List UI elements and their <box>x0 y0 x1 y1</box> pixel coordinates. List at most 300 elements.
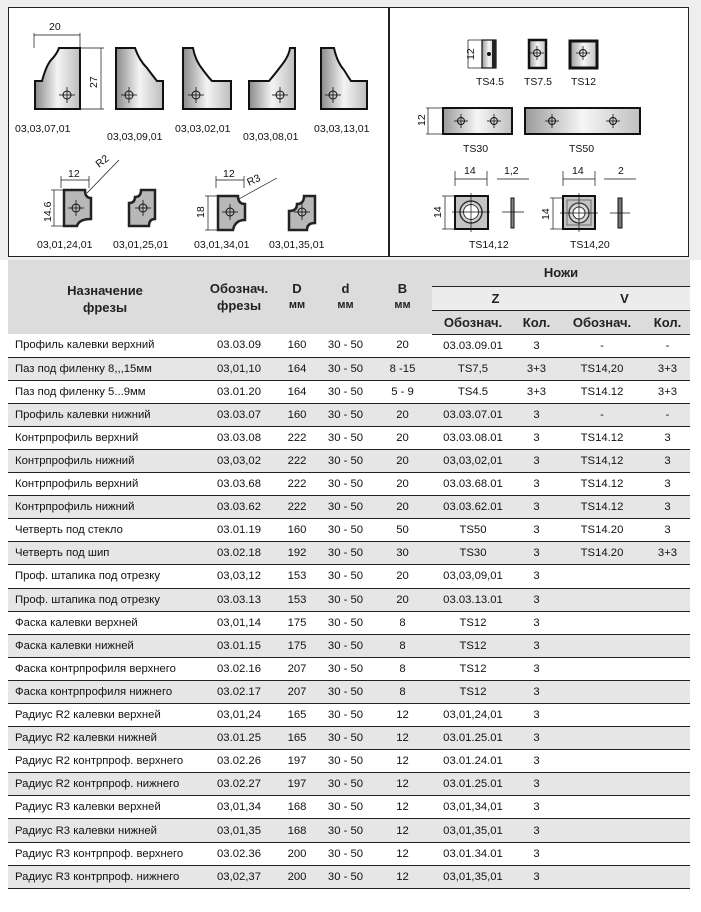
cell-v-code <box>559 842 645 865</box>
cell-d: 30 - 50 <box>318 519 373 542</box>
cell-z-code: 03,01,35,01 <box>432 865 514 888</box>
knife-03-01-25-01-icon <box>129 190 155 226</box>
cell-code: 03.01.15 <box>202 634 276 657</box>
cell-v-code: TS14.12 <box>559 496 645 519</box>
header-v-code: Обознач. <box>559 310 645 334</box>
cell-v-qty <box>645 865 690 888</box>
svg-text:14: 14 <box>572 165 584 177</box>
header-purpose: Назначение фрезы <box>8 260 202 334</box>
knife-ts14-20-icon <box>540 165 636 232</box>
cell-v-qty: 3+3 <box>645 357 690 380</box>
svg-text:12: 12 <box>68 168 80 180</box>
cell-purpose: Контрпрофиль верхний <box>8 426 202 449</box>
cell-purpose: Радиус R3 контрпроф. нижнего <box>8 865 202 888</box>
cell-z-qty: 3 <box>514 473 559 496</box>
cell-B: 30 <box>373 542 432 565</box>
cell-D: 160 <box>276 403 318 426</box>
cell-v-qty: - <box>645 334 690 357</box>
cell-D: 175 <box>276 611 318 634</box>
header-v-qty: Кол. <box>645 310 690 334</box>
cell-d: 30 - 50 <box>318 426 373 449</box>
cell-z-qty: 3 <box>514 680 559 703</box>
cell-code: 03,03,02 <box>202 449 276 472</box>
cell-B: 8 <box>373 680 432 703</box>
header-code: Обознач. фрезы <box>202 260 276 334</box>
knife-ts30-icon <box>416 108 512 134</box>
svg-text:12: 12 <box>416 114 428 126</box>
cell-v-qty <box>645 727 690 750</box>
table-body <box>8 334 690 888</box>
cell-v-code: TS14.12 <box>559 473 645 496</box>
cell-v-code <box>559 680 645 703</box>
cell-purpose: Четверть под шип <box>8 542 202 565</box>
cell-d: 30 - 50 <box>318 773 373 796</box>
cell-D: 192 <box>276 542 318 565</box>
cell-purpose: Контрпрофиль нижний <box>8 449 202 472</box>
cell-code: 03.01.19 <box>202 519 276 542</box>
cell-v-code: TS14,12 <box>559 449 645 472</box>
cell-d: 30 - 50 <box>318 796 373 819</box>
cell-code: 03,01,35 <box>202 819 276 842</box>
table-row <box>8 842 690 865</box>
cell-code: 03.02.36 <box>202 842 276 865</box>
cell-v-qty <box>645 704 690 727</box>
cell-z-qty: 3 <box>514 426 559 449</box>
table-row <box>8 727 690 750</box>
cell-B: 12 <box>373 727 432 750</box>
cell-v-code <box>559 657 645 680</box>
svg-text:TS7.5: TS7.5 <box>524 76 553 88</box>
cell-z-code: 03.03.08.01 <box>432 426 514 449</box>
cell-B: 12 <box>373 819 432 842</box>
cell-code: 03.02.27 <box>202 773 276 796</box>
cell-B: 8 <box>373 634 432 657</box>
table-row <box>8 657 690 680</box>
cell-d: 30 - 50 <box>318 750 373 773</box>
cell-D: 175 <box>276 634 318 657</box>
cell-v-qty: 3 <box>645 496 690 519</box>
knife-03-01-35-01-icon <box>289 196 315 230</box>
knife-03-03-07-01-icon <box>34 21 104 109</box>
cell-v-qty <box>645 588 690 611</box>
cell-v-code <box>559 704 645 727</box>
cell-z-qty: 3 <box>514 796 559 819</box>
cell-v-code <box>559 865 645 888</box>
cell-z-qty: 3 <box>514 773 559 796</box>
cell-v-qty <box>645 680 690 703</box>
straight-knives-diagram <box>389 7 689 257</box>
cell-purpose: Радиус R3 контрпроф. верхнего <box>8 842 202 865</box>
header-d: d мм <box>318 260 373 334</box>
cell-code: 03.02.17 <box>202 680 276 703</box>
cell-purpose: Контрпрофиль верхний <box>8 473 202 496</box>
cell-D: 200 <box>276 865 318 888</box>
svg-text:03,03,08,01: 03,03,08,01 <box>243 131 299 143</box>
cell-z-qty: 3 <box>514 750 559 773</box>
cell-z-qty: 3 <box>514 611 559 634</box>
cell-D: 164 <box>276 380 318 403</box>
cell-D: 197 <box>276 773 318 796</box>
cell-B: 20 <box>373 449 432 472</box>
cell-z-code: TS30 <box>432 542 514 565</box>
cell-z-code: TS12 <box>432 657 514 680</box>
cell-d: 30 - 50 <box>318 865 373 888</box>
cell-v-code <box>559 588 645 611</box>
svg-text:1,2: 1,2 <box>504 165 519 177</box>
cell-purpose: Паз под филенку 5...9мм <box>8 380 202 403</box>
table-header <box>8 260 690 334</box>
svg-text:03,01,25,01: 03,01,25,01 <box>113 239 169 251</box>
cell-D: 165 <box>276 727 318 750</box>
cell-z-qty: 3 <box>514 449 559 472</box>
cell-v-code: TS14,20 <box>559 357 645 380</box>
cell-z-qty: 3 <box>514 727 559 750</box>
cell-v-code <box>559 634 645 657</box>
cell-B: 20 <box>373 334 432 357</box>
cell-z-code: 03.01.34.01 <box>432 842 514 865</box>
cell-purpose: Радиус R2 контрпроф. верхнего <box>8 750 202 773</box>
table-row <box>8 634 690 657</box>
knife-ts4-5-icon <box>465 40 496 68</box>
cell-purpose: Радиус R3 калевки верхней <box>8 796 202 819</box>
cell-d: 30 - 50 <box>318 634 373 657</box>
cell-purpose: Радиус R2 калевки нижней <box>8 727 202 750</box>
cell-purpose: Контрпрофиль нижний <box>8 496 202 519</box>
svg-text:TS12: TS12 <box>571 76 597 88</box>
cell-z-qty: 3 <box>514 634 559 657</box>
cell-purpose: Паз под филенку 8,,,15мм <box>8 357 202 380</box>
cell-code: 03.03.08 <box>202 426 276 449</box>
knife-ts50-icon <box>525 108 640 134</box>
cell-purpose: Радиус R2 контрпроф. нижнего <box>8 773 202 796</box>
cell-v-code <box>559 796 645 819</box>
header-group-v: V <box>559 286 690 310</box>
cell-z-code: 03.01.24.01 <box>432 750 514 773</box>
knife-ts12-icon <box>570 41 597 68</box>
cell-B: 20 <box>373 403 432 426</box>
cell-D: 197 <box>276 750 318 773</box>
svg-text:R3: R3 <box>245 172 263 189</box>
cell-purpose: Четверть под стекло <box>8 519 202 542</box>
cell-z-qty: 3 <box>514 565 559 588</box>
cell-v-code <box>559 611 645 634</box>
cell-code: 03,01,24 <box>202 704 276 727</box>
cell-d: 30 - 50 <box>318 449 373 472</box>
cell-D: 168 <box>276 819 318 842</box>
cell-z-code: TS50 <box>432 519 514 542</box>
svg-text:18: 18 <box>195 206 207 218</box>
cell-z-code: 03.01.25.01 <box>432 727 514 750</box>
cell-d: 30 - 50 <box>318 357 373 380</box>
cell-code: 03.02.26 <box>202 750 276 773</box>
svg-text:2: 2 <box>618 165 624 177</box>
svg-text:TS14,20: TS14,20 <box>570 239 610 251</box>
cell-code: 03.03.68 <box>202 473 276 496</box>
cell-purpose: Фаска контрпрофиля верхнего <box>8 657 202 680</box>
svg-text:20: 20 <box>49 21 61 33</box>
header-z-qty: Кол. <box>514 310 559 334</box>
svg-text:R2: R2 <box>93 152 112 171</box>
cell-purpose: Радиус R3 калевки нижней <box>8 819 202 842</box>
svg-text:14: 14 <box>432 206 444 218</box>
cell-z-code: 03.03.62.01 <box>432 496 514 519</box>
cell-D: 153 <box>276 588 318 611</box>
table-row <box>8 403 690 426</box>
cell-v-code <box>559 565 645 588</box>
cell-z-code: 03.01.25.01 <box>432 773 514 796</box>
cell-code: 03.03.62 <box>202 496 276 519</box>
cell-v-code <box>559 773 645 796</box>
cell-D: 160 <box>276 334 318 357</box>
svg-text:14: 14 <box>464 165 476 177</box>
table-row <box>8 865 690 888</box>
cell-purpose: Фаска контрпрофиля нижнего <box>8 680 202 703</box>
table-row <box>8 519 690 542</box>
cell-D: 222 <box>276 473 318 496</box>
cell-d: 30 - 50 <box>318 380 373 403</box>
cell-B: 20 <box>373 473 432 496</box>
cell-code: 03.03.13 <box>202 588 276 611</box>
cell-B: 20 <box>373 496 432 519</box>
cell-purpose: Фаска калевки верхней <box>8 611 202 634</box>
cell-D: 164 <box>276 357 318 380</box>
cell-code: 03.02.18 <box>202 542 276 565</box>
cell-z-qty: 3+3 <box>514 380 559 403</box>
cell-d: 30 - 50 <box>318 565 373 588</box>
cell-purpose: Радиус R2 калевки верхней <box>8 704 202 727</box>
knife-ts14-12-icon <box>432 165 529 232</box>
svg-text:TS4.5: TS4.5 <box>476 76 505 88</box>
cell-z-qty: 3 <box>514 865 559 888</box>
svg-text:03,03,02,01: 03,03,02,01 <box>175 123 231 135</box>
cell-v-qty <box>645 773 690 796</box>
cell-B: 8 -15 <box>373 357 432 380</box>
table-row <box>8 426 690 449</box>
cell-z-code: TS7,5 <box>432 357 514 380</box>
cell-z-code: 03.03.13.01 <box>432 588 514 611</box>
cell-code: 03.01.20 <box>202 380 276 403</box>
cell-v-qty <box>645 796 690 819</box>
header-B: B мм <box>373 260 432 334</box>
cell-z-qty: 3 <box>514 542 559 565</box>
cutter-spec-table <box>8 260 690 889</box>
cell-v-code <box>559 727 645 750</box>
cell-d: 30 - 50 <box>318 704 373 727</box>
table-row <box>8 565 690 588</box>
cell-v-qty: 3 <box>645 473 690 496</box>
svg-text:03,01,35,01: 03,01,35,01 <box>269 239 325 251</box>
cell-purpose: Проф. штапика под отрезку <box>8 588 202 611</box>
table-row <box>8 380 690 403</box>
cell-z-code: TS12 <box>432 611 514 634</box>
table-row <box>8 773 690 796</box>
cell-D: 160 <box>276 519 318 542</box>
cell-v-qty: - <box>645 403 690 426</box>
cell-z-code: 03.03.07.01 <box>432 403 514 426</box>
table-row <box>8 542 690 565</box>
cell-D: 207 <box>276 680 318 703</box>
knife-code-label: 03,03,07,01 <box>15 123 71 135</box>
svg-text:03,03,09,01: 03,03,09,01 <box>107 131 163 143</box>
svg-text:14.6: 14.6 <box>42 201 54 222</box>
knife-03-03-13-01-icon <box>321 48 367 109</box>
cell-z-qty: 3 <box>514 842 559 865</box>
cell-v-qty <box>645 819 690 842</box>
header-D: D мм <box>276 260 318 334</box>
cell-code: 03,02,37 <box>202 865 276 888</box>
cell-D: 153 <box>276 565 318 588</box>
cell-B: 50 <box>373 519 432 542</box>
table-row <box>8 496 690 519</box>
cell-B: 12 <box>373 750 432 773</box>
cell-v-qty: 3 <box>645 519 690 542</box>
cell-d: 30 - 50 <box>318 657 373 680</box>
cell-d: 30 - 50 <box>318 727 373 750</box>
cell-purpose: Фаска калевки нижней <box>8 634 202 657</box>
cell-d: 30 - 50 <box>318 819 373 842</box>
cell-code: 03,01,34 <box>202 796 276 819</box>
cell-B: 12 <box>373 773 432 796</box>
cell-code: 03,03,12 <box>202 565 276 588</box>
svg-text:03,03,13,01: 03,03,13,01 <box>314 123 370 135</box>
table-row <box>8 588 690 611</box>
cell-B: 12 <box>373 842 432 865</box>
table-row <box>8 750 690 773</box>
cell-z-code: 03.03.68.01 <box>432 473 514 496</box>
header-knives: Ножи <box>432 260 690 286</box>
cell-D: 168 <box>276 796 318 819</box>
cell-D: 222 <box>276 426 318 449</box>
cell-D: 165 <box>276 704 318 727</box>
knife-03-01-34-01-icon <box>195 168 277 230</box>
svg-text:TS14,12: TS14,12 <box>469 239 509 251</box>
cell-z-qty: 3 <box>514 819 559 842</box>
cell-D: 207 <box>276 657 318 680</box>
header-z-code: Обознач. <box>432 310 514 334</box>
knife-03-03-02-01-icon <box>183 48 231 109</box>
cell-z-code: 03,03,09,01 <box>432 565 514 588</box>
cell-v-qty: 3 <box>645 449 690 472</box>
table-row <box>8 680 690 703</box>
cell-B: 12 <box>373 796 432 819</box>
cell-D: 222 <box>276 496 318 519</box>
cell-v-qty <box>645 634 690 657</box>
cell-D: 222 <box>276 449 318 472</box>
knife-03-01-24-01-icon <box>42 153 119 226</box>
cell-d: 30 - 50 <box>318 680 373 703</box>
knife-ts7-5-icon <box>529 40 546 68</box>
cell-z-qty: 3 <box>514 704 559 727</box>
cell-z-qty: 3 <box>514 496 559 519</box>
cell-d: 30 - 50 <box>318 473 373 496</box>
cell-v-code <box>559 750 645 773</box>
cell-z-code: TS12 <box>432 634 514 657</box>
table-row <box>8 819 690 842</box>
cell-code: 03.01.25 <box>202 727 276 750</box>
table-row <box>8 704 690 727</box>
cell-d: 30 - 50 <box>318 611 373 634</box>
cell-d: 30 - 50 <box>318 403 373 426</box>
cell-code: 03.03.07 <box>202 403 276 426</box>
table-row <box>8 357 690 380</box>
cell-d: 30 - 50 <box>318 496 373 519</box>
table-row <box>8 449 690 472</box>
svg-text:12: 12 <box>223 168 235 180</box>
cell-v-qty: 3+3 <box>645 542 690 565</box>
cell-z-code: 03,03,02,01 <box>432 449 514 472</box>
cell-d: 30 - 50 <box>318 334 373 357</box>
cell-d: 30 - 50 <box>318 588 373 611</box>
cell-z-code: 03,01,34,01 <box>432 796 514 819</box>
cell-B: 12 <box>373 865 432 888</box>
cell-v-qty: 3+3 <box>645 380 690 403</box>
svg-text:TS50: TS50 <box>569 143 595 155</box>
cell-d: 30 - 50 <box>318 542 373 565</box>
cell-code: 03,01,14 <box>202 611 276 634</box>
cell-z-code: TS12 <box>432 680 514 703</box>
cell-v-code: TS14.12 <box>559 426 645 449</box>
cell-v-qty <box>645 611 690 634</box>
table-row <box>8 334 690 357</box>
cell-v-code: - <box>559 403 645 426</box>
table-row <box>8 473 690 496</box>
cell-v-qty <box>645 842 690 865</box>
cell-z-qty: 3 <box>514 519 559 542</box>
knife-03-03-08-01-icon <box>249 48 295 109</box>
cell-v-qty <box>645 657 690 680</box>
svg-text:12: 12 <box>465 48 477 60</box>
cell-v-qty <box>645 565 690 588</box>
svg-text:14: 14 <box>540 208 552 220</box>
profile-knives-drawing <box>9 8 390 258</box>
cell-v-qty: 3 <box>645 426 690 449</box>
cell-B: 5 - 9 <box>373 380 432 403</box>
cell-z-qty: 3 <box>514 657 559 680</box>
header-group-z: Z <box>432 286 559 310</box>
svg-text:03,01,34,01: 03,01,34,01 <box>194 239 250 251</box>
cell-code: 03.03.09 <box>202 334 276 357</box>
cell-B: 12 <box>373 704 432 727</box>
profile-knives-diagram <box>8 7 389 257</box>
cell-v-qty <box>645 750 690 773</box>
cell-B: 20 <box>373 565 432 588</box>
cell-z-qty: 3 <box>514 403 559 426</box>
cell-z-code: 03.03.09.01 <box>432 334 514 357</box>
cell-code: 03.02.16 <box>202 657 276 680</box>
cell-code: 03,01,10 <box>202 357 276 380</box>
cell-d: 30 - 50 <box>318 842 373 865</box>
svg-text:27: 27 <box>88 76 100 88</box>
cell-z-code: 03,01,24,01 <box>432 704 514 727</box>
cell-z-code: 03,01,35,01 <box>432 819 514 842</box>
cell-v-code: TS14.20 <box>559 542 645 565</box>
cell-purpose: Профиль калевки нижний <box>8 403 202 426</box>
cell-z-qty: 3 <box>514 334 559 357</box>
cell-z-qty: 3 <box>514 588 559 611</box>
cell-v-code: - <box>559 334 645 357</box>
cell-B: 8 <box>373 611 432 634</box>
svg-text:03,01,24,01: 03,01,24,01 <box>37 239 93 251</box>
cell-v-code <box>559 819 645 842</box>
table-row <box>8 611 690 634</box>
table-row <box>8 796 690 819</box>
cell-B: 20 <box>373 588 432 611</box>
cell-purpose: Профиль калевки верхний <box>8 334 202 357</box>
cell-v-code: TS14.12 <box>559 380 645 403</box>
cell-z-code: TS4.5 <box>432 380 514 403</box>
cell-v-code: TS14.20 <box>559 519 645 542</box>
svg-text:TS30: TS30 <box>463 143 489 155</box>
